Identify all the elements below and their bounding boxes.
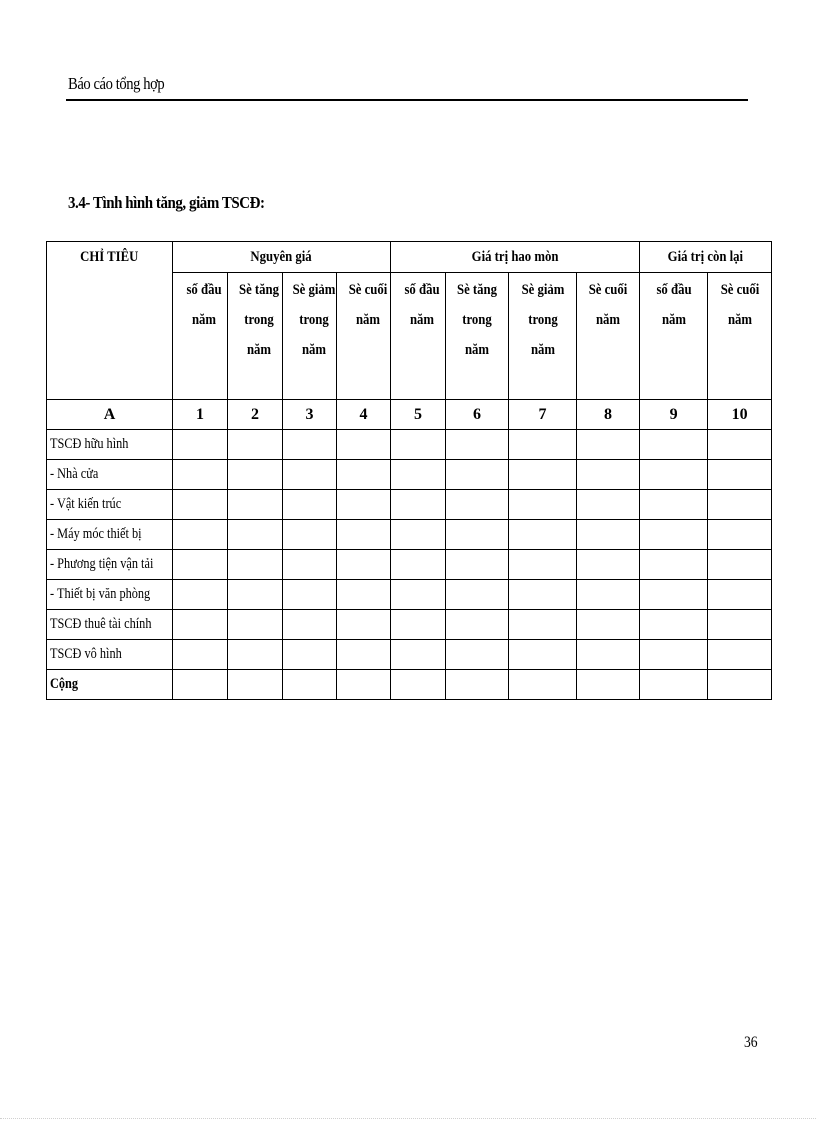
index-cell: 8 xyxy=(577,400,640,430)
row-label: TSCĐ thuê tài chính xyxy=(47,610,173,640)
table-cell xyxy=(283,550,337,580)
table-row xyxy=(47,490,772,520)
table-cell xyxy=(173,490,228,520)
table-cell xyxy=(708,580,772,610)
row-label: - Nhà cửa xyxy=(47,460,173,490)
index-cell: 4 xyxy=(337,400,391,430)
column-header: số đầu năm xyxy=(640,273,708,400)
index-cell: 10 xyxy=(708,400,772,430)
table-cell xyxy=(509,460,577,490)
table-cell xyxy=(283,640,337,670)
table-cell xyxy=(640,550,708,580)
index-cell: 5 xyxy=(391,400,446,430)
table-cell xyxy=(577,460,640,490)
table-row xyxy=(47,520,772,550)
table-cell xyxy=(577,490,640,520)
table-cell xyxy=(509,490,577,520)
row-header-chi-tieu: CHỈ TIÊU xyxy=(47,242,173,400)
table-cell xyxy=(391,670,446,700)
page-number: 36 xyxy=(744,1034,758,1051)
table-cell xyxy=(228,520,283,550)
table-cell xyxy=(391,550,446,580)
table-cell xyxy=(446,460,509,490)
table-cell xyxy=(391,460,446,490)
table-cell xyxy=(509,550,577,580)
table-cell xyxy=(640,640,708,670)
table-cell xyxy=(446,520,509,550)
table-cell xyxy=(446,550,509,580)
table-cell xyxy=(228,610,283,640)
table-cell xyxy=(283,430,337,460)
table-cell xyxy=(391,520,446,550)
table-cell xyxy=(391,580,446,610)
table-cell xyxy=(509,670,577,700)
table-cell xyxy=(337,610,391,640)
column-header: Sè tăng trong năm xyxy=(228,273,283,400)
table-cell xyxy=(640,430,708,460)
table-cell xyxy=(337,460,391,490)
table-cell xyxy=(577,670,640,700)
table-index-row xyxy=(47,400,772,430)
table-cell xyxy=(228,640,283,670)
table-row xyxy=(47,460,772,490)
report-header-title: Báo cáo tổng hợp xyxy=(68,74,165,93)
table-cell xyxy=(708,430,772,460)
table-row xyxy=(47,610,772,640)
table-cell xyxy=(391,430,446,460)
table-cell xyxy=(283,490,337,520)
index-cell: 2 xyxy=(228,400,283,430)
table-group-header-row xyxy=(47,242,772,273)
page-bottom-edge xyxy=(0,1118,816,1119)
table-cell xyxy=(283,670,337,700)
table-row xyxy=(47,640,772,670)
table-cell xyxy=(509,640,577,670)
table-cell xyxy=(577,580,640,610)
table-cell xyxy=(337,670,391,700)
table-cell xyxy=(228,490,283,520)
table-cell xyxy=(446,580,509,610)
table-cell xyxy=(640,490,708,520)
table-cell xyxy=(708,550,772,580)
table-cell xyxy=(577,640,640,670)
row-label: - Máy móc thiết bị xyxy=(47,520,173,550)
table-cell xyxy=(509,580,577,610)
table-cell xyxy=(337,580,391,610)
table-cell xyxy=(283,610,337,640)
table-cell xyxy=(446,640,509,670)
group-header-gia-tri-hao-mon: Giá trị hao mòn xyxy=(391,242,640,273)
column-header: Sè cuối năm xyxy=(337,273,391,400)
table-cell xyxy=(708,610,772,640)
table-cell xyxy=(391,610,446,640)
table-cell xyxy=(173,460,228,490)
table-row xyxy=(47,580,772,610)
column-header: Sè tăng trong năm xyxy=(446,273,509,400)
row-label: - Thiết bị văn phòng xyxy=(47,580,173,610)
row-label: - Phương tiện vận tải xyxy=(47,550,173,580)
row-label: TSCĐ vô hình xyxy=(47,640,173,670)
table-cell xyxy=(228,460,283,490)
table-cell xyxy=(337,550,391,580)
table-cell xyxy=(509,430,577,460)
row-label-total: Cộng xyxy=(47,670,173,700)
table-cell xyxy=(173,670,228,700)
group-header-nguyen-gia: Nguyên giá xyxy=(173,242,391,273)
table-cell xyxy=(640,460,708,490)
table-cell xyxy=(708,460,772,490)
table-cell xyxy=(577,610,640,640)
header-divider xyxy=(66,99,748,101)
table-cell xyxy=(283,460,337,490)
table-cell xyxy=(283,520,337,550)
column-header: số đầu năm xyxy=(391,273,446,400)
table-cell xyxy=(173,580,228,610)
table-cell xyxy=(228,550,283,580)
table-cell xyxy=(391,640,446,670)
column-header: Sè cuối năm xyxy=(708,273,772,400)
table-row xyxy=(47,550,772,580)
table-cell xyxy=(173,640,228,670)
table-row xyxy=(47,430,772,460)
column-header: số đầu năm xyxy=(173,273,228,400)
row-label: - Vật kiến trúc xyxy=(47,490,173,520)
table-cell xyxy=(640,610,708,640)
index-cell: 9 xyxy=(640,400,708,430)
group-header-gia-tri-con-lai: Giá trị còn lại xyxy=(640,242,772,273)
table-cell xyxy=(283,580,337,610)
index-cell: 3 xyxy=(283,400,337,430)
table-cell xyxy=(173,520,228,550)
index-cell: 1 xyxy=(173,400,228,430)
table-cell xyxy=(446,670,509,700)
table-cell xyxy=(228,430,283,460)
table-cell xyxy=(708,640,772,670)
table-cell xyxy=(337,430,391,460)
table-cell xyxy=(577,550,640,580)
table-cell xyxy=(446,430,509,460)
table-cell xyxy=(173,610,228,640)
column-header: Sè giảm trong năm xyxy=(283,273,337,400)
table-cell xyxy=(337,640,391,670)
table-cell xyxy=(640,580,708,610)
table-row-total xyxy=(47,670,772,700)
table-cell xyxy=(446,490,509,520)
table-cell xyxy=(228,670,283,700)
column-header: Sè cuối năm xyxy=(577,273,640,400)
section-title: 3.4- Tình hình tăng, giảm TSCĐ: xyxy=(68,193,265,212)
table-cell xyxy=(337,490,391,520)
table-cell xyxy=(708,520,772,550)
column-header: Sè giảm trong năm xyxy=(509,273,577,400)
table-cell xyxy=(173,430,228,460)
table-cell xyxy=(509,610,577,640)
fixed-assets-table xyxy=(46,241,772,700)
table-cell xyxy=(640,520,708,550)
table-cell xyxy=(708,670,772,700)
table-cell xyxy=(337,520,391,550)
index-cell: 6 xyxy=(446,400,509,430)
index-cell: 7 xyxy=(509,400,577,430)
table-cell xyxy=(640,670,708,700)
table-cell xyxy=(391,490,446,520)
table-cell xyxy=(509,520,577,550)
table-cell xyxy=(577,520,640,550)
table-cell xyxy=(708,490,772,520)
index-cell: A xyxy=(47,400,173,430)
table-cell xyxy=(228,580,283,610)
row-label: TSCĐ hữu hình xyxy=(47,430,173,460)
table-cell xyxy=(577,430,640,460)
table-cell xyxy=(446,610,509,640)
table-cell xyxy=(173,550,228,580)
